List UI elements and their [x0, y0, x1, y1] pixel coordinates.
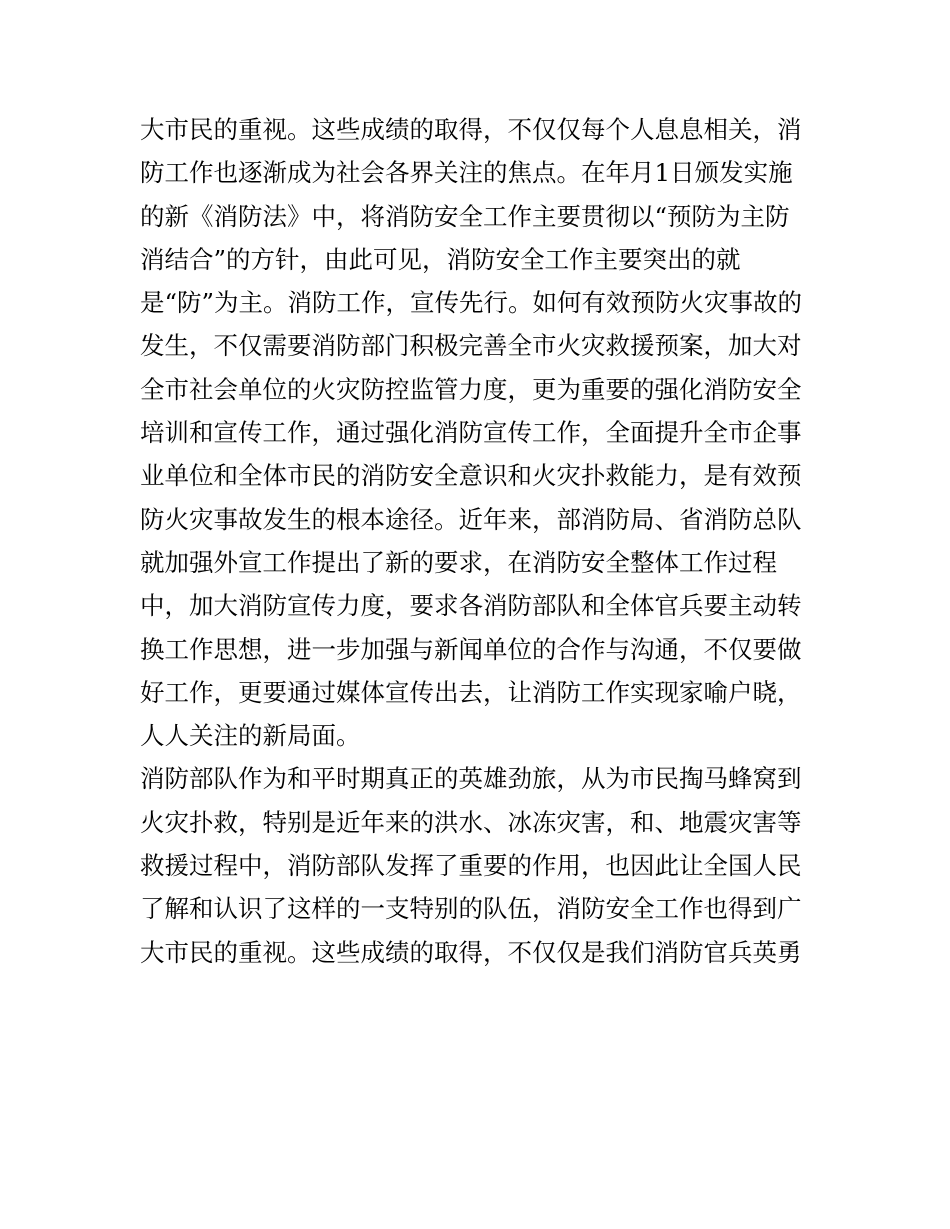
- text-line: 换工作思想，进一步加强与新闻单位的合作与沟通，不仅要做: [140, 634, 802, 664]
- text-line: 火灾扑救，特别是近年来的洪水、冰冻灾害，和、地震灾害等: [140, 807, 802, 837]
- text-line: 消结合”的方针，由此可见，消防安全工作主要突出的就: [140, 244, 741, 274]
- text-line: 防火灾事故发生的根本途径。近年来，部消防局、省消防总队: [140, 504, 802, 534]
- text-line: 了解和认识了这样的一支特别的队伍，消防安全工作也得到广: [140, 894, 802, 924]
- text-line: 就加强外宣工作提出了新的要求，在消防安全整体工作过程: [140, 547, 777, 577]
- text-line: 发生，不仅需要消防部门积极完善全市火灾救援预案，加大对: [140, 331, 802, 361]
- text-line: 全市社会单位的火灾防控监管力度，更为重要的强化消防安全: [140, 374, 802, 404]
- text-line: 培训和宣传工作，通过强化消防宣传工作，全面提升全市企事: [140, 418, 802, 448]
- text-line: 中，加大消防宣传力度，要求各消防部队和全体官兵要主动转: [140, 591, 802, 621]
- text-line: 大市民的重视。这些成绩的取得，不仅仅每个人息息相关，消: [140, 115, 802, 144]
- text-line: 大市民的重视。这些成绩的取得，不仅仅是我们消防官兵英勇: [140, 937, 802, 967]
- text-line: 防工作也逐渐成为社会各界关注的焦点。在年月1日颁发实施: [140, 158, 793, 188]
- body-text: [140, 108, 820, 974]
- text-line: 消防部队作为和平时期真正的英雄劲旅，从为市民掏马蜂窝到: [140, 764, 802, 794]
- text-line: 是“防”为主。消防工作，宣传先行。如何有效预防火灾事故的: [140, 288, 803, 318]
- text-line: 好工作，更要通过媒体宣传出去，让消防工作实现家喻户晓，: [140, 677, 802, 707]
- text-line: 业单位和全体市民的消防安全意识和火灾扑救能力，是有效预: [140, 461, 802, 491]
- text-line: 救援过程中，消防部队发挥了重要的作用，也因此让全国人民: [140, 851, 802, 881]
- text-line: 的新《消防法》中，将消防安全工作主要贯彻以“预防为主防: [140, 201, 790, 231]
- text-line: 人人关注的新局面。: [140, 721, 361, 751]
